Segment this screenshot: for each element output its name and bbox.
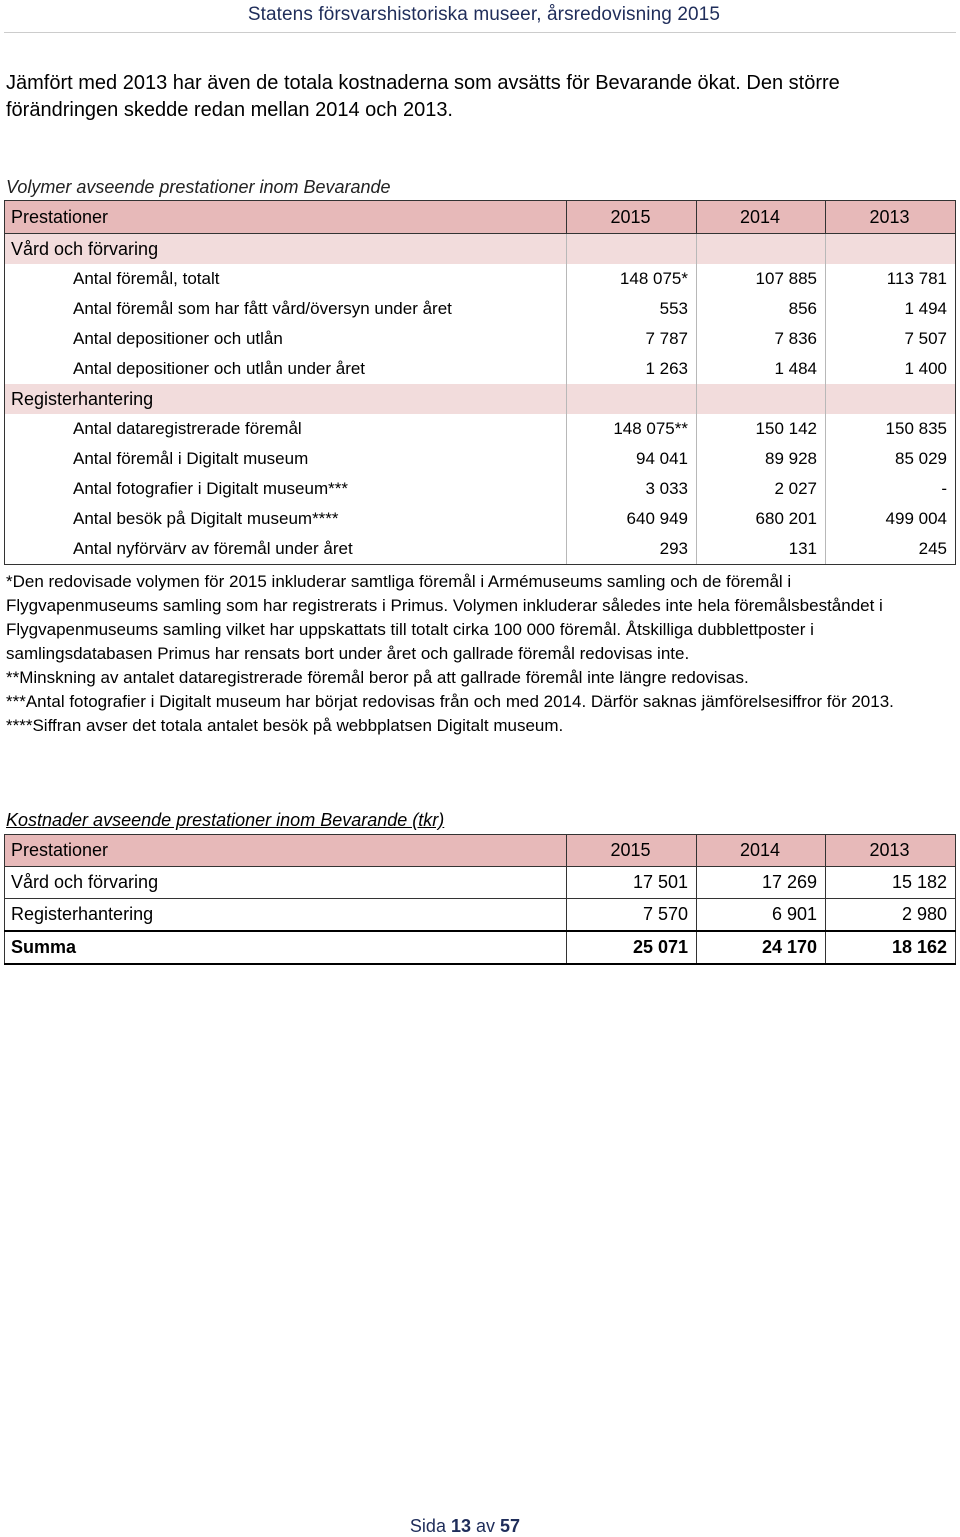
table-row [5, 899, 956, 932]
cell-2014: 6 901 [697, 899, 826, 932]
row-label: Antal fotografier i Digitalt museum*** [5, 474, 567, 504]
table-row [5, 414, 956, 444]
footnotes [6, 570, 946, 738]
cell-2013: 499 004 [826, 504, 956, 534]
row-label: Antal föremål som har fått vård/översyn under året [5, 294, 567, 324]
table-row [5, 534, 956, 565]
cell-2013: 1 494 [826, 294, 956, 324]
table-row [5, 504, 956, 534]
footer-middle: av [476, 1516, 496, 1536]
column-header-prestationer: Prestationer [5, 835, 567, 867]
cell-2015: 7 570 [567, 899, 697, 932]
cell-2013: 2 980 [826, 899, 956, 932]
cell-2015: 1 263 [567, 354, 697, 384]
column-header-2014: 2014 [697, 835, 826, 867]
footnote-3: ***Antal fotografier i Digitalt museum har börjat redovisas från och med 2014. Därför saknas jämförelsesiffror för 2013. [6, 692, 894, 711]
row-label: Antal dataregistrerade föremål [5, 414, 567, 444]
total-pages: 57 [500, 1516, 521, 1536]
footnote-4: ****Siffran avser det totala antalet besök på webbplatsen Digitalt museum. [6, 716, 564, 735]
cell-2013: 85 029 [826, 444, 956, 474]
table-row [5, 294, 956, 324]
cell-2015: 3 033 [567, 474, 697, 504]
table-row [5, 474, 956, 504]
row-label: Antal depositioner och utlån under året [5, 354, 567, 384]
table-row [5, 354, 956, 384]
page-footer [0, 1516, 930, 1537]
footer-prefix: Sida [409, 1516, 446, 1536]
cost-table-caption: Kostnader avseende prestationer inom Bevarande (tkr) [6, 810, 445, 830]
section-title: Registerhantering [5, 384, 567, 414]
cost-table [4, 834, 956, 965]
table-row [5, 264, 956, 294]
row-label: Antal nyförvärv av föremål under året [5, 534, 567, 565]
section-title: Vård och förvaring [5, 234, 567, 265]
volume-table-caption: Volymer avseende prestationer inom Bevarande [6, 177, 391, 197]
cell-2015: 148 075** [567, 414, 697, 444]
row-label: Antal föremål i Digitalt museum [5, 444, 567, 474]
cell-2014: 856 [697, 294, 826, 324]
column-header-2013: 2013 [826, 835, 956, 867]
cell-2013: 113 781 [826, 264, 956, 294]
sum-2014: 24 170 [697, 931, 826, 964]
cell-2013: 245 [826, 534, 956, 565]
row-label: Registerhantering [5, 899, 567, 932]
column-header-2013: 2013 [826, 201, 956, 234]
cell-2013: 1 400 [826, 354, 956, 384]
cell-2014: 17 269 [697, 867, 826, 899]
section-row-registerhantering [5, 384, 956, 414]
section-row-vard-och-forvaring [5, 234, 956, 265]
cell-2015: 17 501 [567, 867, 697, 899]
cell-2014: 1 484 [697, 354, 826, 384]
cell-2014: 7 836 [697, 324, 826, 354]
cell-2014: 150 142 [697, 414, 826, 444]
column-header-2014: 2014 [697, 201, 826, 234]
table-row [5, 867, 956, 899]
cell-2014: 107 885 [697, 264, 826, 294]
cell-2015: 148 075* [567, 264, 697, 294]
row-label: Antal depositioner och utlån [5, 324, 567, 354]
cell-2013: - [826, 474, 956, 504]
column-header-2015: 2015 [567, 835, 697, 867]
volume-table [4, 200, 956, 565]
row-label: Antal föremål, totalt [5, 264, 567, 294]
row-label: Antal besök på Digitalt museum**** [5, 504, 567, 534]
cell-2015: 293 [567, 534, 697, 565]
cell-2014: 680 201 [697, 504, 826, 534]
cell-2014: 2 027 [697, 474, 826, 504]
cell-2013: 7 507 [826, 324, 956, 354]
header-divider [4, 32, 956, 33]
cell-2013: 15 182 [826, 867, 956, 899]
footnote-2: **Minskning av antalet dataregistrerade föremål beror på att gallrade föremål inte längre redovisas. [6, 668, 749, 687]
cell-2014: 89 928 [697, 444, 826, 474]
cell-2015: 7 787 [567, 324, 697, 354]
column-header-prestationer: Prestationer [5, 201, 567, 234]
footnote-1: *Den redovisade volymen för 2015 inkluderar samtliga föremål i Armémuseums samling och de föremål i Flygvapenmuseums samling som har registrerats i Primus. Volymen inkluderar således inte hela föremålsbeståndet i Flygvapenmuseums samling vilket har uppskattats till totalt cirka 100 000 föremål. Åtskilliga dubblettposter i samlingsdatabasen Primus har rensats bort under året och gallrade föremål redovisas inte. [6, 572, 883, 663]
row-label: Vård och förvaring [5, 867, 567, 899]
cell-2013: 150 835 [826, 414, 956, 444]
cell-2015: 553 [567, 294, 697, 324]
document-header-title: Statens försvarshistoriska museer, årsredovisning 2015 [247, 4, 720, 25]
sum-2013: 18 162 [826, 931, 956, 964]
sum-2015: 25 071 [567, 931, 697, 964]
column-header-2015: 2015 [567, 201, 697, 234]
sum-label: Summa [5, 931, 567, 964]
intro-paragraph: Jämfört med 2013 har även de totala kostnaderna som avsätts för Bevarande ökat. Den större förändringen skedde redan mellan 2014 och 2013. [6, 72, 840, 121]
volume-table-header-row [5, 201, 956, 234]
table-row [5, 444, 956, 474]
cell-2014: 131 [697, 534, 826, 565]
current-page-number: 13 [450, 1516, 471, 1536]
cell-2015: 94 041 [567, 444, 697, 474]
cost-table-header-row [5, 835, 956, 867]
table-row [5, 324, 956, 354]
sum-row [5, 931, 956, 964]
cell-2015: 640 949 [567, 504, 697, 534]
